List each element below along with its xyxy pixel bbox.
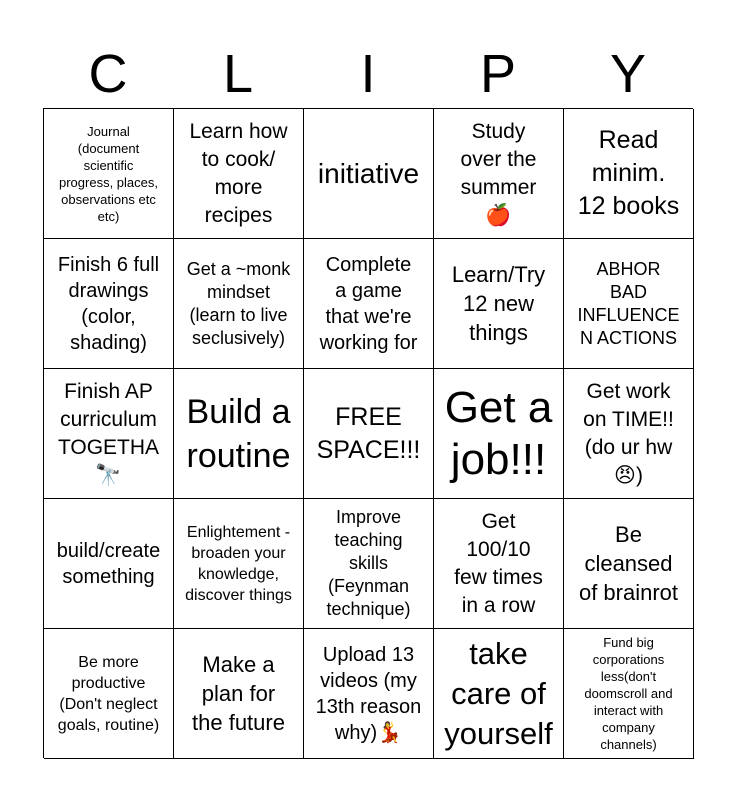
bingo-board [43, 108, 693, 758]
bingo-cell [44, 499, 174, 629]
bingo-cell [564, 239, 694, 369]
cell-text: Learn how to cook/ more recipes [189, 119, 288, 227]
bingo-cell [564, 369, 694, 499]
cell-text: Get a job!!! [444, 382, 553, 484]
cell-text: Get a ~monk mindset (learn to live seclusively) [186, 258, 291, 348]
bingo-cell [44, 239, 174, 369]
cell-text: build/create something [56, 539, 161, 588]
cell-text: ABHOR BAD INFLUENCE N ACTIONS [577, 258, 680, 348]
cell-text: Fund big corporations less(don't doomscroll and interact with company channels) [584, 635, 673, 752]
bingo-cell [174, 369, 304, 499]
cell-text: Get work on TIME!! (do ur hw 😠) [583, 379, 674, 487]
bingo-cell [434, 109, 564, 239]
cell-text: take care of yourself [444, 635, 553, 751]
bingo-cell [44, 109, 174, 239]
bingo-cell [304, 239, 434, 369]
bingo-cell [44, 369, 174, 499]
bingo-cell [304, 629, 434, 759]
cell-text: Finish AP curriculum TOGETHA 🔭 [57, 379, 160, 487]
bingo-cell [174, 109, 304, 239]
cell-text: Build a routine [186, 392, 291, 475]
cell-text: Journal (document scientific progress, places, observations etc etc) [59, 123, 158, 224]
bingo-cell [304, 109, 434, 239]
header-letter-5: Y [609, 44, 647, 104]
cell-text: Complete a game that we're working for [319, 253, 418, 354]
cell-text: Improve teaching skills (Feynman technique) [326, 507, 411, 619]
header-letter-4: P [479, 44, 517, 104]
cell-text: Get 100/10 few times in a row [454, 509, 543, 617]
bingo-cell [434, 369, 564, 499]
header-letter-1: C [88, 44, 128, 104]
cell-text: Finish 6 full drawings (color, shading) [57, 253, 160, 354]
cell-text: Enlightement - broaden your knowledge, discover things [185, 523, 292, 604]
bingo-cell [44, 629, 174, 759]
cell-text: Learn/Try 12 new things [451, 262, 546, 345]
bingo-cell [434, 629, 564, 759]
cell-text: Be cleansed of brainrot [578, 522, 679, 605]
bingo-cell [564, 109, 694, 239]
cell-text: Make a plan for the future [192, 652, 285, 735]
bingo-cell [434, 239, 564, 369]
bingo-cell [304, 499, 434, 629]
bingo-cell [564, 499, 694, 629]
bingo-header [43, 40, 693, 108]
free-space-cell [304, 369, 434, 499]
cell-text: FREE SPACE!!! [316, 402, 421, 464]
cell-text: Upload 13 videos (my 13th reason why)💃 [315, 643, 422, 744]
bingo-cell [174, 239, 304, 369]
bingo-cell [564, 629, 694, 759]
bingo-cell [174, 499, 304, 629]
cell-text: Study over the summer 🍎 [460, 119, 537, 227]
bingo-cell [174, 629, 304, 759]
header-letter-2: L [222, 44, 254, 104]
cell-text: initiative [317, 157, 420, 189]
cell-text: Read minim. 12 books [577, 126, 680, 220]
bingo-cell [434, 499, 564, 629]
header-letter-3: I [360, 44, 376, 104]
cell-text: Be more productive (Don't neglect goals, routine) [57, 653, 160, 734]
